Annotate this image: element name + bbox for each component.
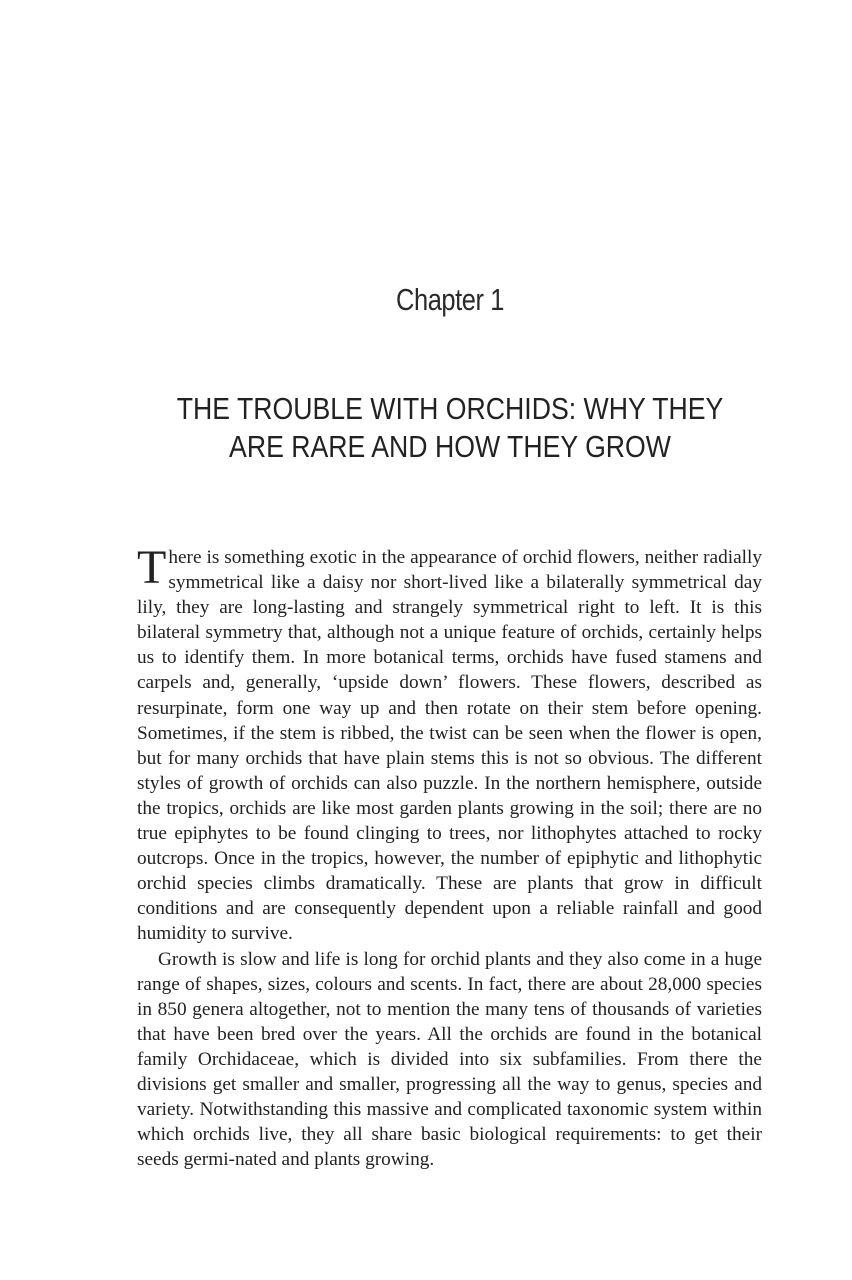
drop-cap: T — [137, 541, 167, 594]
body-text — [137, 541, 762, 1172]
chapter-title — [63, 390, 837, 466]
chapter-label: Chapter 1 — [396, 282, 504, 317]
paragraph-1 — [137, 541, 762, 947]
chapter-title-line-2: ARE RARE AND HOW THEY GROW — [229, 429, 671, 464]
paragraph-2: Growth is slow and life is long for orchid plants and they also come in a huge range of shapes, sizes, colours and scents. In fact, there are about 28,000 species in 850 genera altogether, not to mention the many tens of thousands of varieties that have been bred over the years. All the orchids are found in the botanical family Orchidaceae, which is divided into six subfamilies. From there the divisions get smaller and smaller, progressing all the way to genus, species and variety. Notwithstanding this massive and complicated taxonomic system within which orchids live, they all share basic biological requirements: to get their seeds germi-nated and plants growing. — [137, 948, 762, 1171]
chapter-title-line-1: THE TROUBLE WITH ORCHIDS: WHY THEY — [176, 391, 724, 426]
paragraph-1-text: here is something exotic in the appearance of orchid flowers, neither radially symmetrical like a daisy nor short-lived like a bilaterally symmetrical day lily, they are long-lasting and strangely symmetrical right to left. It is this bilateral symmetry that, although not a unique feature of orchids, certainly helps us to identify them. In more botanical terms, orchids have fused stamens and carpels and, generally, ‘upside down’ flowers. These flowers, described as resurpinate, form one way up and then rotate on their stem before opening. Sometimes, if the stem is ribbed, the twist can be seen when the flower is open, but for many orchids that have plain stems this is not so obvious. The different styles of growth of orchids can also puzzle. In the northern hemisphere, outside the tropics, orchids are like most garden plants growing in the soil; there are no true epiphytes to be found clinging to trees, nor lithophytes attached to rocky outcrops. Once in the tropics, however, the number of epiphytic and lithophytic orchid species climbs dramatically. These are plants that grow in difficult conditions and are consequently dependent upon a reliable rainfall and good humidity to survive. — [137, 547, 762, 945]
